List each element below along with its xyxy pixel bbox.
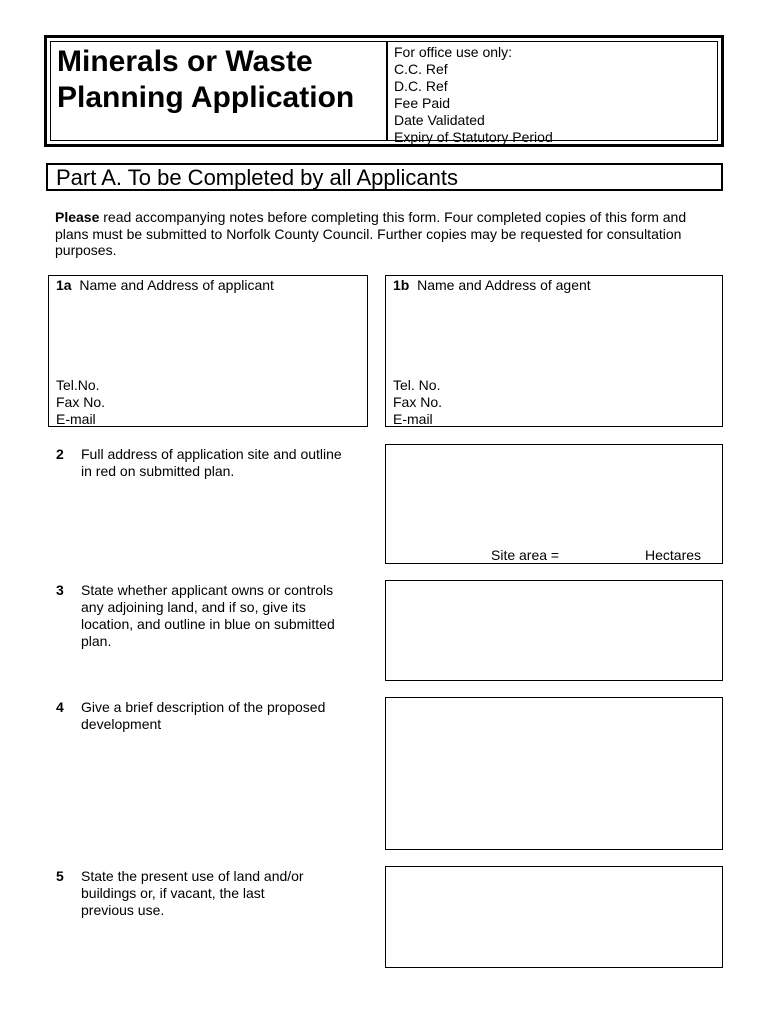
q3-number: 3 — [56, 582, 64, 598]
q1a-number: 1a — [56, 277, 72, 293]
form-title-line1: Minerals or Waste — [57, 45, 313, 78]
office-cc-ref: C.C. Ref — [394, 61, 448, 77]
header-inner — [50, 41, 718, 145]
title-cell — [51, 42, 388, 140]
q1b-email: E-mail — [393, 411, 433, 427]
q1a-email: E-mail — [56, 411, 96, 427]
q1a-fax: Fax No. — [56, 394, 106, 410]
agent-box[interactable] — [385, 275, 723, 427]
office-dc-ref: D.C. Ref — [394, 78, 448, 94]
part-a-title: Part A. To be Completed by all Applicants — [56, 165, 458, 190]
office-date-validated: Date Validated — [394, 112, 485, 128]
site-address-box[interactable] — [385, 444, 723, 564]
q2-line1: Full address of application site and outline — [81, 446, 342, 462]
q5-line3: previous use. — [81, 902, 165, 918]
office-expiry: Expiry of Statutory Period — [394, 129, 553, 145]
intro-text: read accompanying notes before completing this form. Four completed copies of this form and plans must be submitted to Norfolk County Council. Further copies may be requested for consultation purposes. — [55, 209, 687, 258]
q2-line2: in red on submitted plan. — [81, 463, 235, 479]
q3-line3: location, and outline in blue on submitted — [81, 616, 335, 632]
q1b-number: 1b — [393, 277, 410, 293]
q5-text — [81, 868, 304, 919]
q2-number: 2 — [56, 446, 64, 462]
development-description-box[interactable] — [385, 697, 723, 850]
intro-paragraph — [55, 209, 720, 259]
q5-question — [56, 868, 376, 923]
q4-number: 4 — [56, 699, 64, 715]
applicant-box[interactable] — [48, 275, 368, 427]
q4-question — [56, 699, 376, 739]
q2-text — [81, 446, 342, 480]
q1b-label — [393, 277, 591, 294]
hectares-label: Hectares — [645, 547, 702, 563]
q3-line2: any adjoining land, and if so, give its — [81, 599, 306, 615]
q5-line2: buildings or, if vacant, the last — [81, 885, 265, 901]
q3-line4: plan. — [81, 633, 112, 649]
q1a-tel: Tel.No. — [56, 377, 100, 393]
q4-line2: development — [81, 716, 162, 732]
adjoining-land-box[interactable] — [385, 580, 723, 681]
q1b-tel: Tel. No. — [393, 377, 441, 393]
q2-question — [56, 446, 376, 486]
q1b-text: Name and Address of agent — [417, 277, 591, 293]
q5-number: 5 — [56, 868, 64, 884]
q1a-label — [56, 277, 274, 294]
form-title-line2: Planning Application — [57, 81, 355, 114]
q3-question — [56, 582, 376, 652]
office-use-heading: For office use only: — [394, 44, 513, 60]
office-fee-paid: Fee Paid — [394, 95, 451, 111]
q1b-fax: Fax No. — [393, 394, 443, 410]
form-title — [57, 44, 354, 116]
q3-line1: State whether applicant owns or controls — [81, 582, 334, 598]
q3-text — [81, 582, 335, 650]
q4-text — [81, 699, 325, 733]
site-area-label: Site area = — [491, 547, 560, 563]
present-use-box[interactable] — [385, 866, 723, 968]
office-use-cell — [394, 44, 553, 146]
part-a-banner — [46, 163, 723, 191]
q5-line1: State the present use of land and/or — [81, 868, 304, 884]
q4-line1: Give a brief description of the proposed — [81, 699, 326, 715]
q1a-text: Name and Address of applicant — [79, 277, 274, 293]
header-box — [44, 35, 724, 147]
intro-bold: Please — [55, 209, 100, 225]
